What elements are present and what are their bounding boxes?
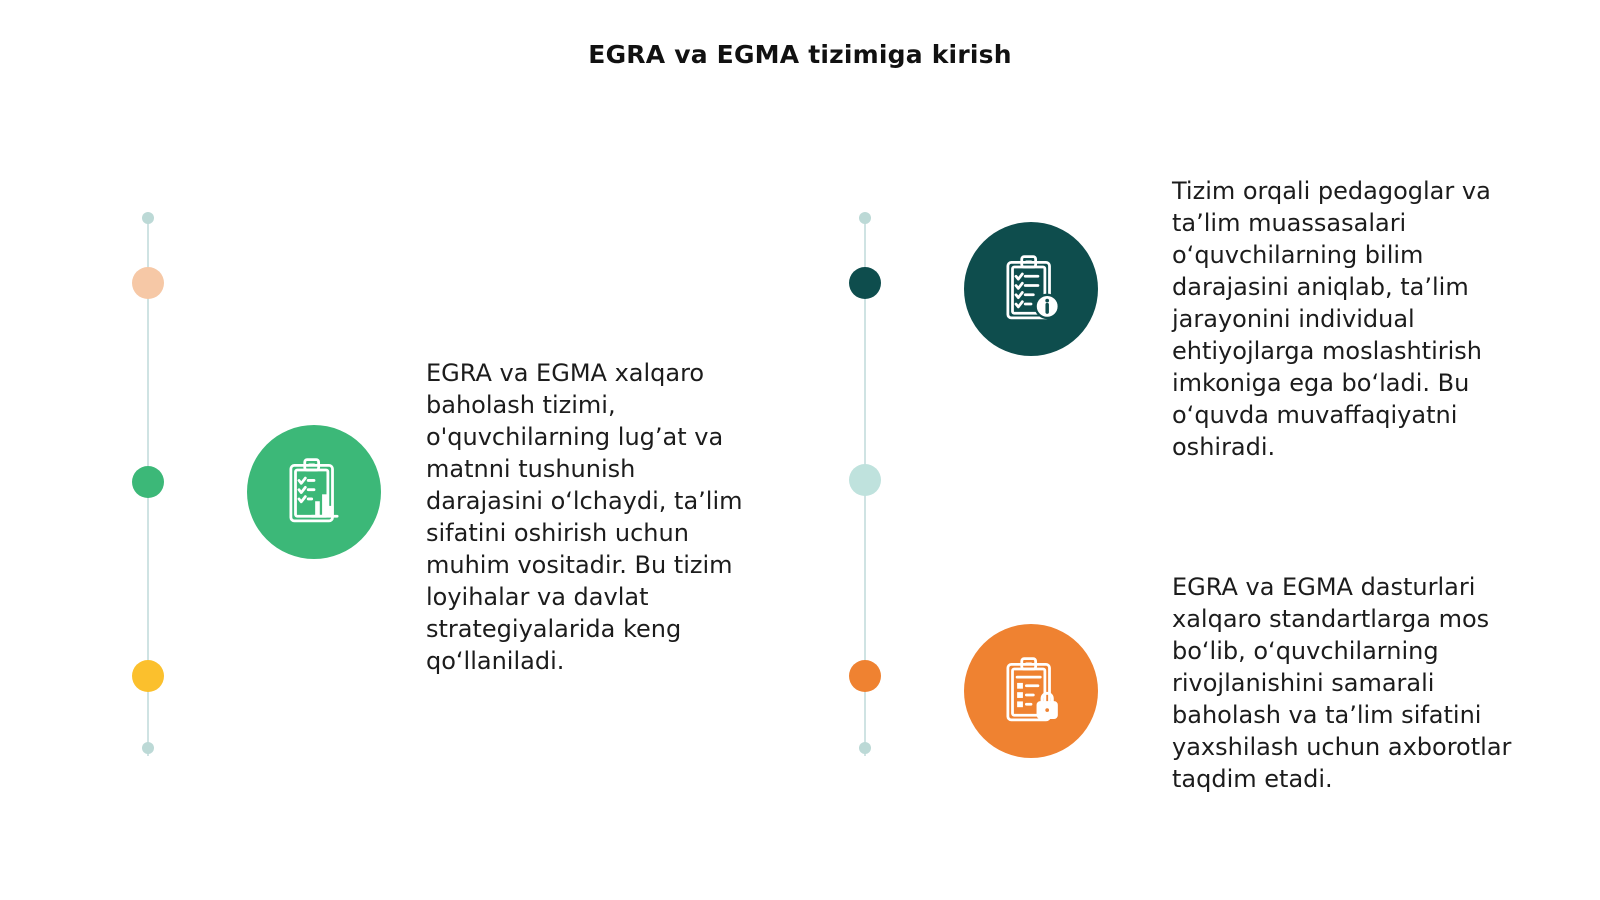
- timeline-endpoint-bottom: [142, 742, 154, 754]
- timeline-dot-yellow: [132, 660, 164, 692]
- block-text-1: EGRA va EGMA xalqaro baholash tizimi, o'quvchilarning lug’at va matnni tushunish darajasini o‘lchaydi, ta’lim sifatini oshirish uchun muhim vositadir. Bu tizim loyihalar va davlat strategiyalarida keng qo‘llaniladi.: [426, 359, 743, 675]
- timeline-endpoint-top: [859, 212, 871, 224]
- timeline-dot-green: [132, 466, 164, 498]
- timeline-endpoint-top: [142, 212, 154, 224]
- timeline-left: [128, 210, 168, 770]
- timeline-right: [845, 210, 885, 770]
- clipboard-chart-icon: [247, 425, 381, 559]
- block-text-3: EGRA va EGMA dasturlari xalqaro standartlarga mos bo‘lib, o‘quvchilarning rivojlanishini samarali baholash va ta’lim sifatini yaxshilash uchun axborotlar taqdim etadi.: [1172, 573, 1512, 793]
- timeline-dot-peach: [132, 267, 164, 299]
- timeline-dot-pale-teal: [849, 464, 881, 496]
- timeline-dot-orange: [849, 660, 881, 692]
- clipboard-lock-icon: [964, 624, 1098, 758]
- page-title: EGRA va EGMA tizimiga kirish: [588, 40, 1012, 69]
- block-text-2: Tizim orqali pedagoglar va ta’lim muassasalari o‘quvchilarning bilim darajasini aniqlab, ta’lim jarayonini individual ehtiyojlarga moslashtirish imkoniga ega bo‘ladi. Bu o‘quvda muvaffaqiyatni oshiradi.: [1172, 177, 1491, 461]
- timeline-endpoint-bottom: [859, 742, 871, 754]
- timeline-dot-teal: [849, 267, 881, 299]
- clipboard-info-icon: [964, 222, 1098, 356]
